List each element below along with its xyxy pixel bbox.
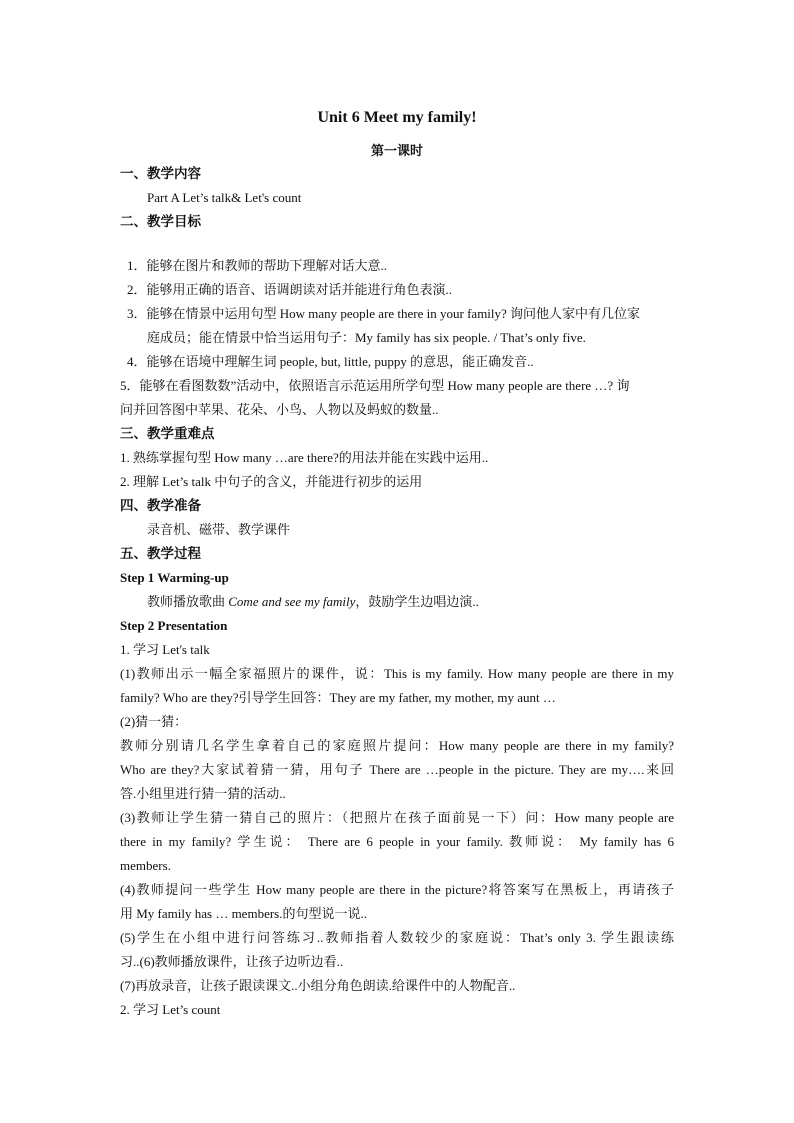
song-title: Come and see my family [228,594,356,609]
objective-item: 5．能够在看图数数”活动中，依照语言示范运用所学句型 How many people are there …? 询 [120,378,630,393]
warmup-text-pre: 教师播放歌曲 [147,594,229,609]
presentation-line: 1. 学习 Let's talk [120,642,210,657]
presentation-line: family? Who are they?引导学生回答：They are my father, my mother, my aunt … [120,690,556,705]
objective-item-continued: 问并回答图中苹果、花朵、小鸟、人物以及蚂蚁的数量.. [120,402,439,417]
objective-item: 1．能够在图片和教师的帮助下理解对话大意.. [127,258,388,273]
section-heading-key-points: 三、教学重难点 [120,426,215,441]
section-heading-content: 一、教学内容 [120,166,201,181]
presentation-line: 习..(6)教师播放课件，让孩子边听边看.. [120,954,344,969]
section-heading-process: 五、教学过程 [120,546,201,561]
section-heading-objectives: 二、教学目标 [120,214,201,229]
presentation-line: there in my family? 学生说： There are 6 people in your family. 教师说： My family has 6 [120,834,674,849]
key-point-item: 2. 理解 Let’s talk 中句子的含义，并能进行初步的运用 [120,474,423,489]
presentation-line: 用 My family has … members.的句型说一说.. [120,906,367,921]
key-point-item: 1. 熟练掌握句型 How many …are there?的用法并能在实践中运用.. [120,450,489,465]
presentation-line: 2. 学习 Let’s count [120,1002,221,1017]
preparation-text: 录音机、磁带、教学课件 [147,522,291,537]
presentation-line: (2)猜一猜： [120,714,188,729]
warmup-text [147,594,707,610]
objective-item: 3．能够在情景中运用句型 How many people are there in your family? 询问他人家中有几位家 [127,306,641,321]
step-heading-warmup: Step 1 Warming-up [120,570,229,585]
warmup-text-post: ，鼓励学生边唱边演.. [355,594,479,609]
lesson-subtitle: 第一课时 [370,143,423,158]
section-content-text: Part A Let’s talk& Let's count [147,190,302,205]
presentation-line: Who are they?大家试着猜一猜，用句子 There are …people in the picture. They are my….来回 [120,762,674,777]
objective-item-continued: 庭成员；能在情景中恰当运用句子：My family has six people. / That’s only five. [147,330,586,345]
presentation-line: 教师分别请几名学生拿着自己的家庭照片提问：How many people are there in my family? [120,738,674,753]
presentation-line: (3)教师让学生猜一猜自己的照片：（把照片在孩子面前晃一下）问：How many people are [120,810,674,825]
presentation-line: (5)学生在小组中进行问答练习..教师指着人数较少的家庭说：That’s only 3. 学生跟读练 [120,930,674,945]
presentation-line: (4)教师提问一些学生 How many people are there in the picture?将答案写在黑板上，再请孩子 [120,882,674,897]
section-heading-preparation: 四、教学准备 [120,498,201,513]
document-title: Unit 6 Meet my family! [317,109,477,126]
step-heading-presentation: Step 2 Presentation [120,618,228,633]
objective-item: 4．能够在语境中理解生词 people, but, little, puppy 的意思，能正确发音.. [127,354,534,369]
presentation-line: (7)再放录音，让孩子跟读课文..小组分角色朗读.给课件中的人物配音.. [120,978,516,993]
presentation-line: members. [120,858,171,873]
presentation-line: (1)教师出示一幅全家福照片的课件，说：This is my family. How many people are there in my [120,666,674,681]
objective-item: 2．能够用正确的语音、语调朗读对话并能进行角色表演.. [127,282,453,297]
presentation-line: 答.小组里进行猜一猜的活动.. [120,786,286,801]
